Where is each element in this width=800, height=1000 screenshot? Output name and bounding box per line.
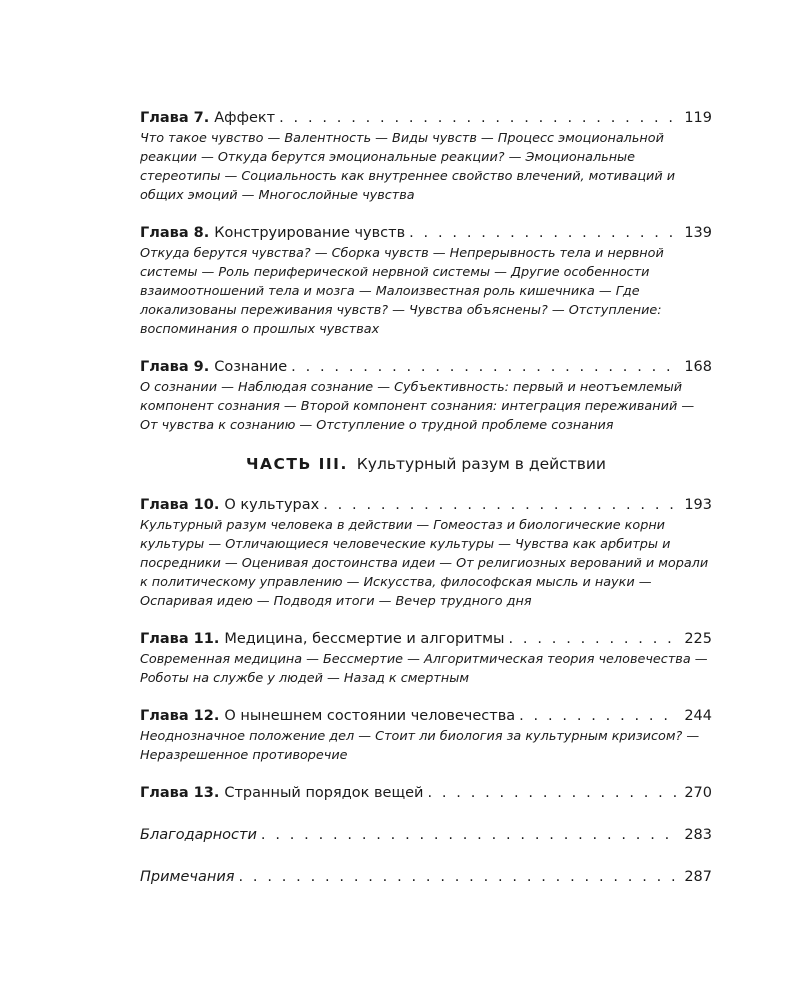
toc-entry-heading — [140, 825, 712, 845]
toc-entry-heading — [140, 223, 712, 243]
dot-leader — [519, 706, 678, 726]
chapter-summary: О сознании — Наблюдая сознание — Субъективность: первый и неотъемлемый компонент сознания — Второй компонент сознания: интеграция переживаний — От чувства к сознанию — Отступление о трудной проблеме сознания — [140, 380, 695, 433]
chapter-title: Аффект — [214, 110, 276, 126]
chapter-number: Глава 13. — [140, 785, 220, 801]
section-title: Благодарности — [140, 827, 257, 843]
toc-entry-notes[interactable] — [140, 867, 712, 887]
toc-entry-acknowledgements[interactable] — [140, 825, 712, 845]
toc-entry-chapter-12[interactable] — [140, 706, 712, 765]
toc-entry-chapter-11[interactable] — [140, 629, 712, 688]
dot-leader — [261, 825, 678, 845]
toc-entry-chapter-10[interactable] — [140, 495, 712, 611]
chapter-number: Глава 12. — [140, 708, 220, 724]
page-number: 287 — [684, 869, 712, 885]
chapter-title: Конструирование чувств — [214, 225, 406, 241]
toc-entry-chapter-7[interactable] — [140, 108, 712, 205]
chapter-number: Глава 11. — [140, 631, 220, 647]
toc-entry-heading — [140, 783, 712, 803]
chapter-title: Медицина, бессмертие и алгоритмы — [224, 631, 505, 647]
part-title: Культурный разум в действии — [356, 455, 607, 473]
dot-leader — [427, 783, 678, 803]
chapter-number: Глава 7. — [140, 110, 210, 126]
dot-leader — [509, 629, 679, 649]
dot-leader — [238, 867, 678, 887]
page-number: 270 — [684, 785, 712, 801]
toc-entry-heading — [140, 867, 712, 887]
dot-leader — [279, 108, 678, 128]
toc-entry-heading — [140, 357, 712, 377]
dot-leader — [409, 223, 678, 243]
chapter-title: О культурах — [224, 497, 320, 513]
toc-entry-heading — [140, 108, 712, 128]
chapter-summary: Откуда берутся чувства? — Сборка чувств — Непрерывность тела и нервной системы — Роль периферической нервной системы — Другие особенности взаимоотношений тела и мозга — Малоизвестная роль кишечника — Где локализованы переживания чувств? — Чувства объяснены? — Отступление: воспоминания о прошлых чувствах — [140, 246, 664, 337]
dot-leader — [291, 357, 678, 377]
toc-entry-chapter-9[interactable] — [140, 357, 712, 435]
section-title: Примечания — [140, 869, 235, 885]
chapter-number: Глава 8. — [140, 225, 210, 241]
part-number: ЧАСТЬ III. — [245, 455, 348, 473]
table-of-contents — [140, 108, 712, 905]
page-number: 283 — [684, 827, 712, 843]
page-number: 168 — [684, 359, 712, 375]
part-heading[interactable] — [140, 453, 712, 475]
chapter-summary: Современная медицина — Бессмертие — Алгоритмическая теория человечества — Роботы на службе у людей — Назад к смертным — [140, 652, 708, 686]
toc-entry-heading — [140, 629, 712, 649]
toc-entry-chapter-13[interactable] — [140, 783, 712, 803]
page-number: 119 — [684, 110, 712, 126]
chapter-summary: Культурный разум человека в действии — Гомеостаз и биологические корни культуры — Отличающиеся человеческие культуры — Чувства как арбитры и посредники — Оценивая достоинства идеи — От религиозных верований и морали к политическому управлению — Искусства, философская мысль и науки — Оспаривая идею — Подводя итоги — Вечер трудного дня — [140, 518, 709, 609]
page-number: 244 — [684, 708, 712, 724]
chapter-number: Глава 9. — [140, 359, 210, 375]
chapter-number: Глава 10. — [140, 497, 220, 513]
page-number: 139 — [684, 225, 712, 241]
dot-leader — [323, 495, 678, 515]
toc-entry-heading — [140, 495, 712, 515]
chapter-summary: Что такое чувство — Валентность — Виды чувств — Процесс эмоциональной реакции — Откуда берутся эмоциональные реакции? — Эмоциональные стереотипы — Социальность как внутреннее свойство влечений, мотиваций и общих эмоций — Многослойные чувства — [140, 131, 676, 203]
page-number: 193 — [684, 497, 712, 513]
chapter-title: Сознание — [214, 359, 288, 375]
chapter-summary: Неоднозначное положение дел — Стоит ли биология за культурным кризисом? — Неразрешенное противоречие — [140, 729, 700, 763]
toc-entry-heading — [140, 706, 712, 726]
page-number: 225 — [684, 631, 712, 647]
chapter-title: О нынешнем состоянии человечества — [224, 708, 516, 724]
toc-entry-chapter-8[interactable] — [140, 223, 712, 339]
chapter-title: Странный порядок вещей — [224, 785, 424, 801]
